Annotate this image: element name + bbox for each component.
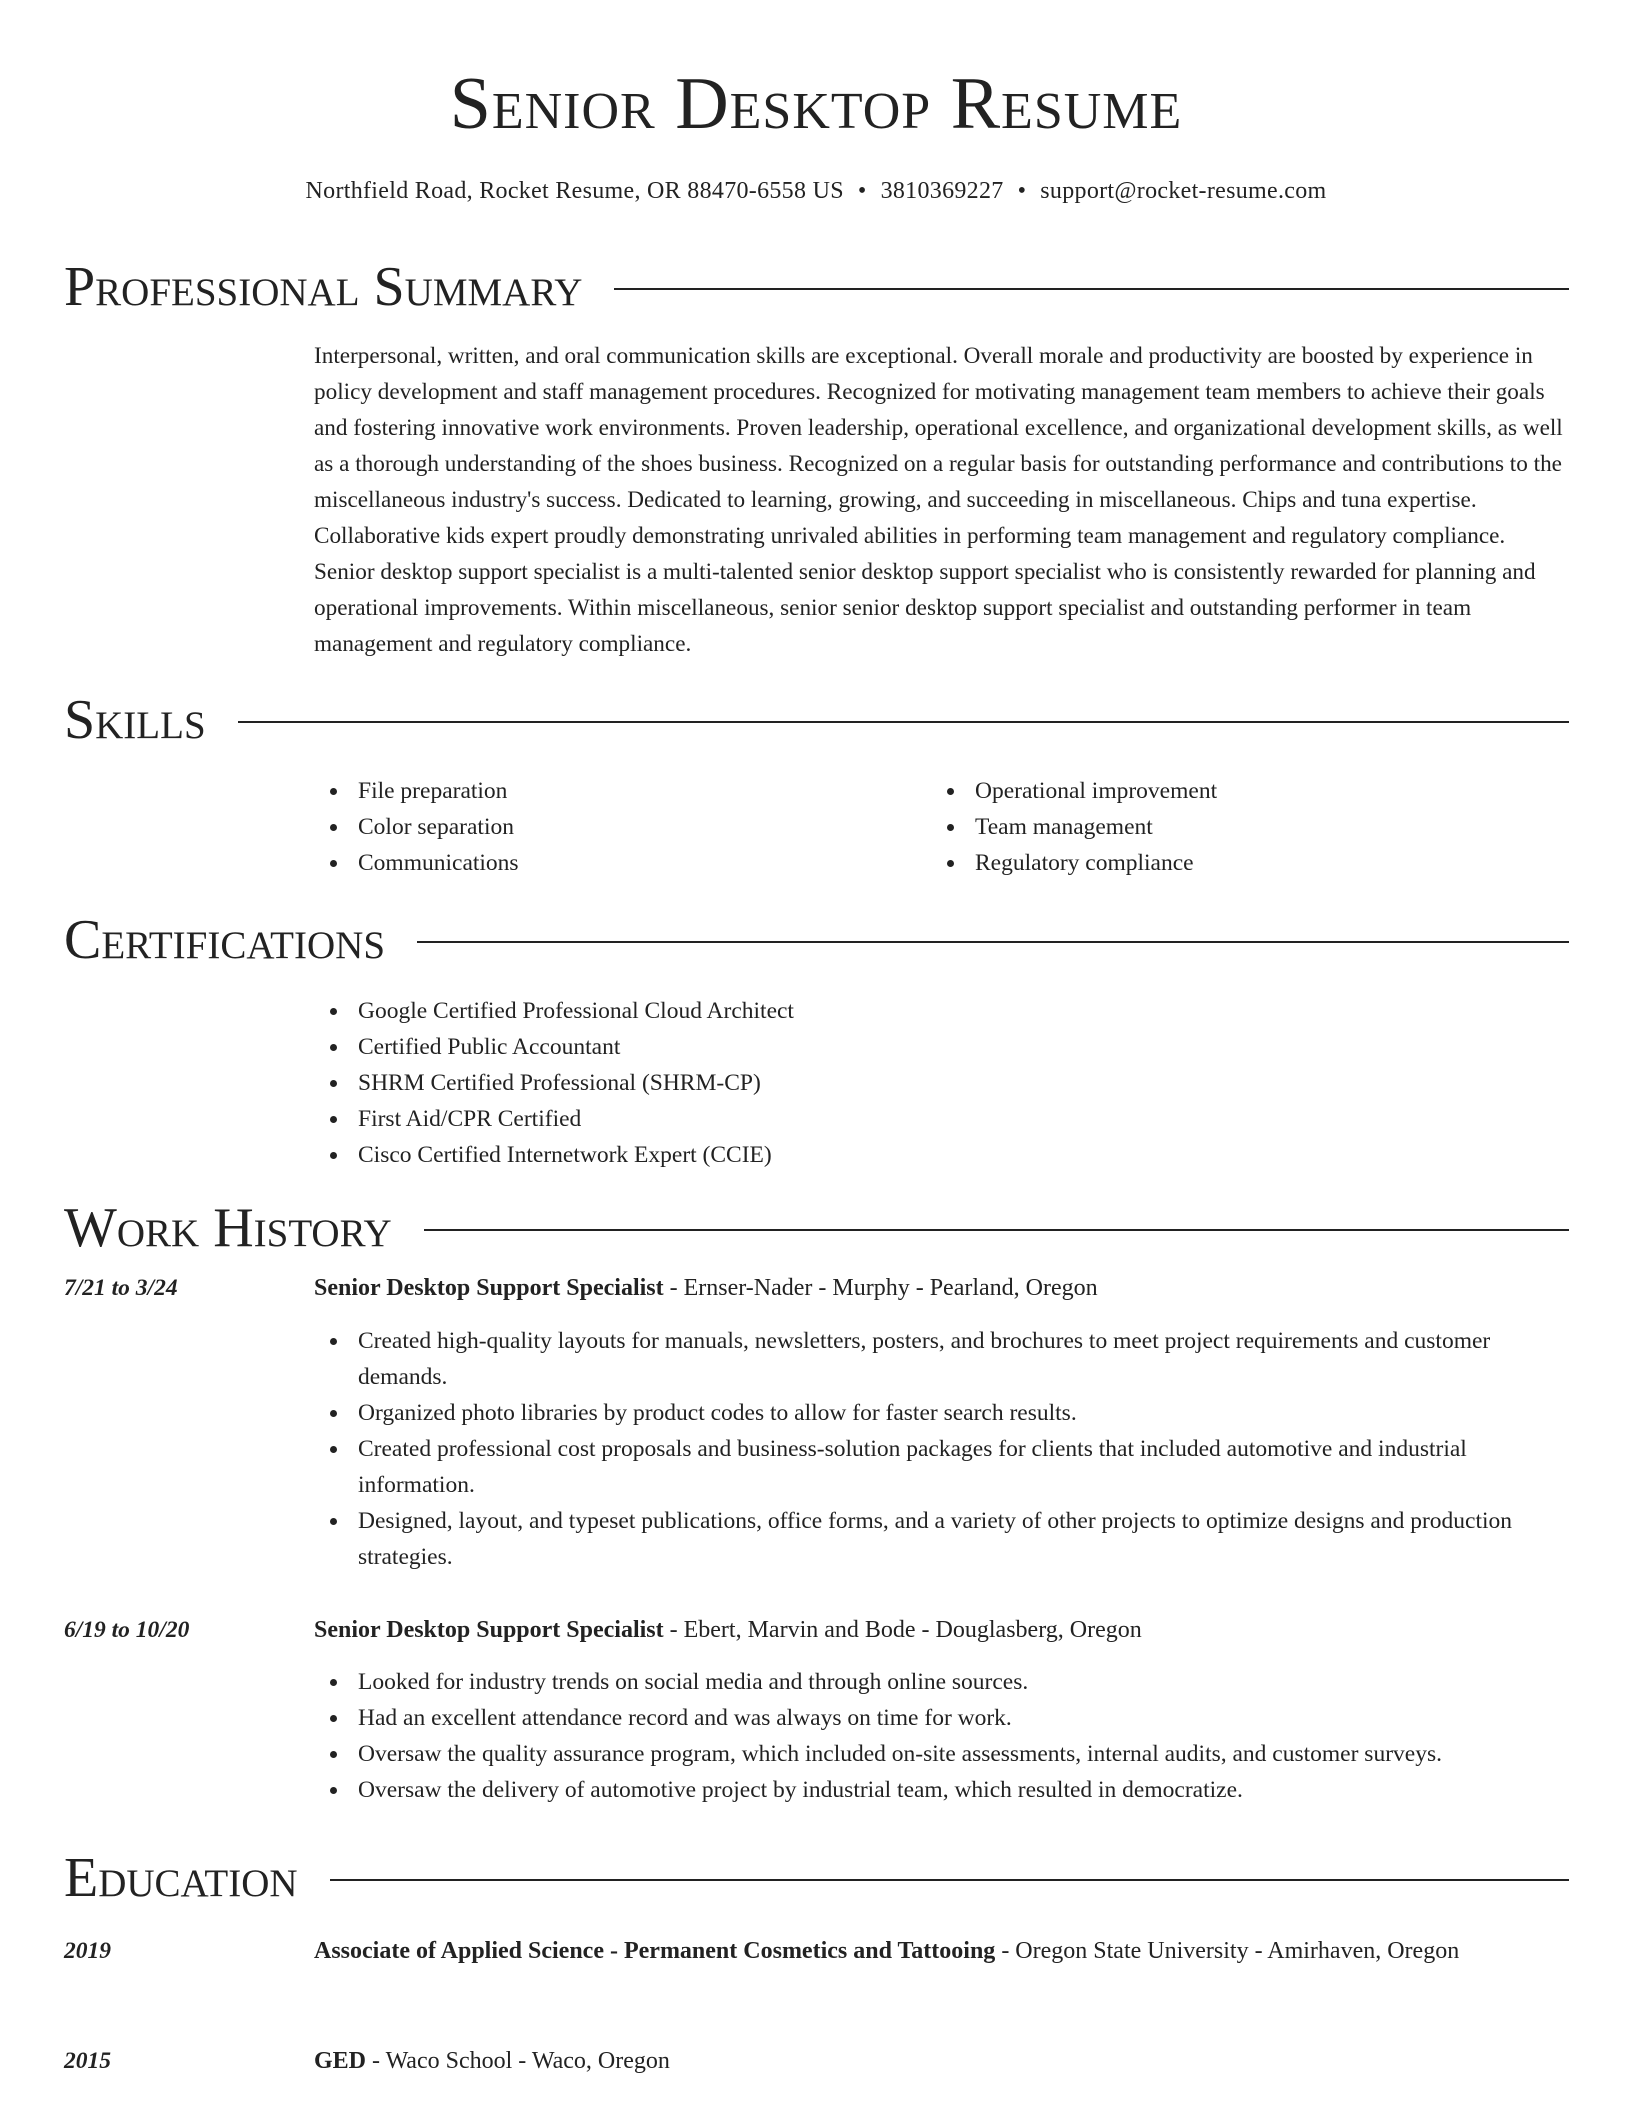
education-year: 2015 [64, 2048, 111, 2074]
job-bullet: Oversaw the quality assurance program, which included on-site assessments, internal audits, and customer surveys. [314, 1736, 1570, 1772]
section-divider [330, 1879, 1569, 1881]
summary-section-header [64, 255, 1569, 319]
job-role: Senior Desktop Support Specialist [314, 1617, 664, 1643]
work-section-header [64, 1196, 1569, 1260]
certification-item: Google Certified Professional Cloud Architect [314, 993, 1514, 1029]
certification-item: SHRM Certified Professional (SHRM-CP) [314, 1065, 1514, 1101]
summary-text: Interpersonal, written, and oral communication skills are exceptional. Overall morale and productivity are boosted by experience in policy development and staff management procedures. Recognized for motivating management team members to achieve their goals and fostering innovative work environments. Proven leadership, operational excellence, and organizational development skills, as well as a thorough understanding of the shoes business. Recognized on a regular basis for outstanding performance and contributions to the miscellaneous industry's success. Dedicated to learning, growing, and succeeding in miscellaneous. Chips and tuna expertise. Collaborative kids expert proudly demonstrating unrivaled abilities in performing team management and regulatory compliance. Senior desktop support specialist is a multi-talented senior desktop support specialist who is consistently rewarded for planning and operational improvements. Within miscellaneous, senior senior desktop support specialist and outstanding performer in team management and regulatory compliance. [314, 343, 1563, 657]
job-heading [314, 1611, 1570, 1649]
section-divider [614, 288, 1569, 290]
skill-item: Operational improvement [931, 773, 1531, 809]
job-role: Senior Desktop Support Specialist [314, 1275, 664, 1301]
contact-phone: 3810369227 [880, 178, 1004, 204]
education-entry [314, 1932, 1570, 1970]
skill-item: Team management [931, 809, 1531, 845]
job-dates: 6/19 to 10/20 [64, 1617, 190, 1643]
job-bullet: Created professional cost proposals and business-solution packages for clients that included automotive and industrial information. [314, 1431, 1570, 1503]
certification-item: Cisco Certified Internetwork Expert (CCIE) [314, 1137, 1514, 1173]
education-degree: Associate of Applied Science - Permanent Cosmetics and Tattooing [314, 1938, 996, 1964]
job-bullets [314, 1323, 1570, 1575]
education-title: Education [64, 1847, 298, 1909]
skill-item: File preparation [314, 773, 874, 809]
certifications-list [314, 993, 1514, 1173]
job-bullet: Created high-quality layouts for manuals, newsletters, posters, and brochures to meet project requirements and customer demands. [314, 1323, 1570, 1395]
job-details: - Ebert, Marvin and Bode - Douglasberg, Oregon [663, 1617, 1142, 1643]
contact-email: support@rocket-resume.com [1040, 178, 1327, 204]
education-details: - Oregon State University - Amirhaven, Oregon [995, 1938, 1460, 1964]
job-bullet: Had an excellent attendance record and was always on time for work. [314, 1700, 1570, 1736]
certifications-section-header [64, 908, 1569, 972]
certifications-title: Certifications [64, 909, 386, 971]
section-divider [424, 1229, 1569, 1231]
skills-title: Skills [64, 689, 206, 751]
education-year: 2019 [64, 1938, 111, 1964]
job-bullet: Organized photo libraries by product codes to allow for faster search results. [314, 1395, 1570, 1431]
resume-name: Senior Desktop Resume [449, 63, 1183, 145]
education-entry [314, 2042, 1570, 2080]
contact-line [0, 174, 1632, 208]
section-divider [238, 721, 1569, 723]
skill-item: Regulatory compliance [931, 845, 1531, 881]
section-divider [417, 941, 1569, 943]
certification-item: Certified Public Accountant [314, 1029, 1514, 1065]
skill-item: Communications [314, 845, 874, 881]
job-dates: 7/21 to 3/24 [64, 1275, 178, 1301]
job-bullet: Designed, layout, and typeset publications, office forms, and a variety of other projects to optimize designs and production strategies. [314, 1503, 1570, 1575]
skills-list-right [931, 773, 1531, 881]
work-title: Work History [64, 1197, 392, 1259]
job-heading [314, 1269, 1570, 1307]
contact-separator: • [1017, 178, 1027, 204]
education-section-header [64, 1846, 1569, 1910]
summary-title: Professional Summary [64, 256, 583, 318]
job-bullets [314, 1664, 1570, 1808]
contact-separator: • [857, 178, 867, 204]
job-bullet: Oversaw the delivery of automotive project by industrial team, which resulted in democratize. [314, 1772, 1570, 1808]
job-bullet: Looked for industry trends on social media and through online sources. [314, 1664, 1570, 1700]
skill-item: Color separation [314, 809, 874, 845]
skills-section-header [64, 688, 1569, 752]
education-details: - Waco School - Waco, Oregon [366, 2048, 670, 2074]
certification-item: First Aid/CPR Certified [314, 1101, 1514, 1137]
job-details: - Ernser-Nader - Murphy - Pearland, Oregon [663, 1275, 1098, 1301]
skills-list-left [314, 773, 874, 881]
education-degree: GED [314, 2048, 367, 2074]
contact-address: Northfield Road, Rocket Resume, OR 88470-6558 US [305, 178, 844, 204]
